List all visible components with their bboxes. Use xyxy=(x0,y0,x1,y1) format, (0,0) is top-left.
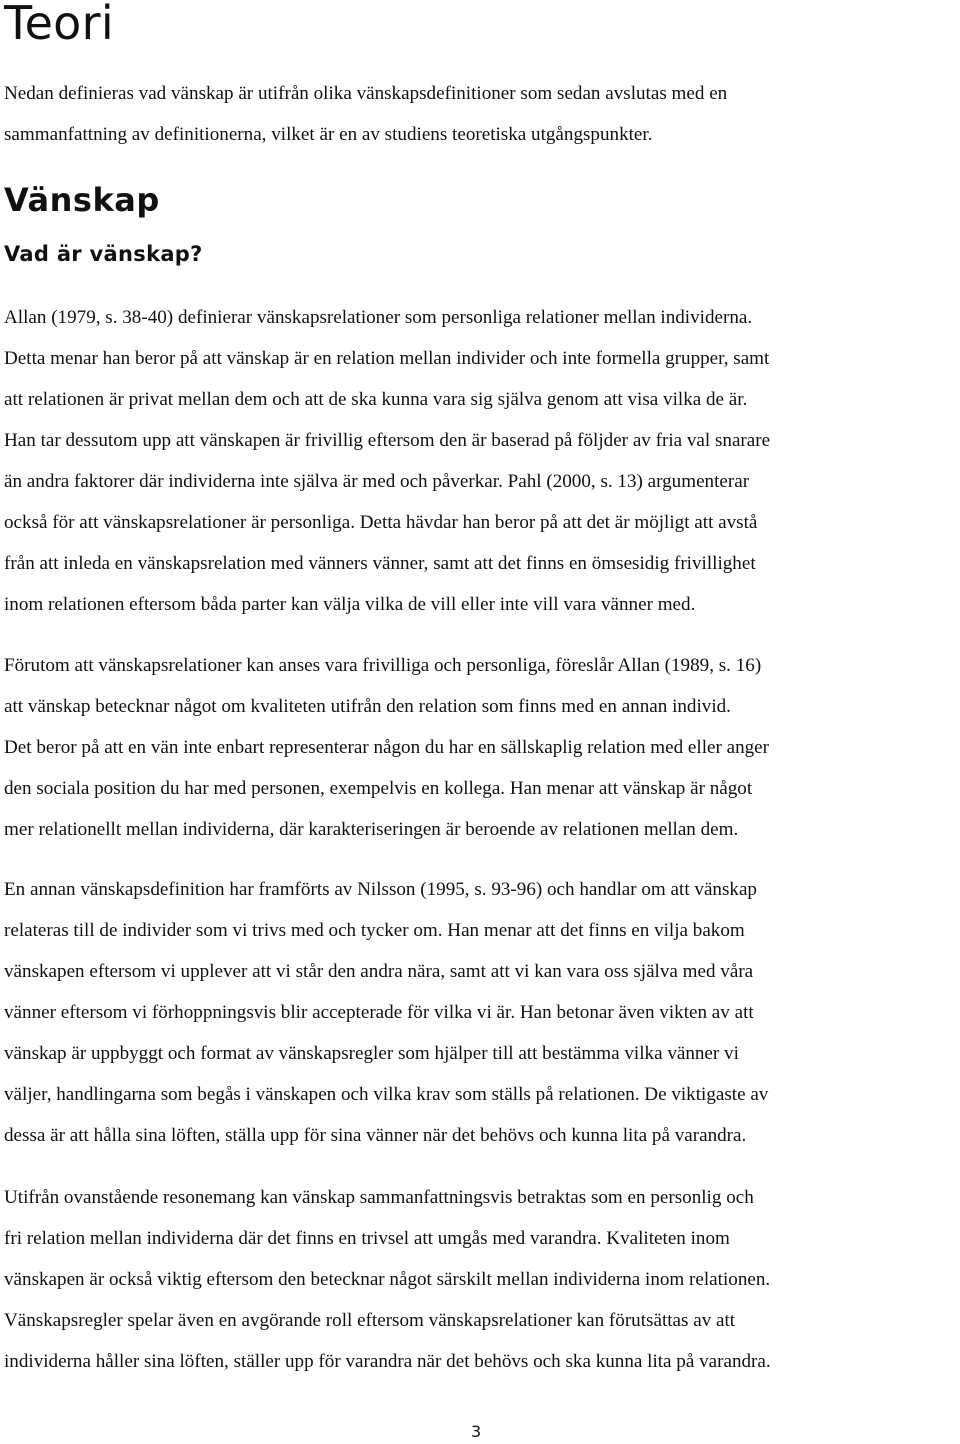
text-line: att relationen är privat mellan dem och att de ska kunna vara sig själva genom att visa vilka de är. xyxy=(4,389,748,410)
text-line: fri relation mellan individerna där det finns en trivsel att umgås med varandra. Kvaliteten inom xyxy=(4,1228,730,1249)
intro-paragraph xyxy=(4,73,958,155)
text-line: inom relationen eftersom båda parter kan välja vilka de vill eller inte vill vara vänner med. xyxy=(4,594,696,615)
text-line: också för att vänskapsrelationer är personliga. Detta hävdar han beror på att det är möjligt att avstå xyxy=(4,512,758,533)
text-line: sammanfattning av definitionerna, vilket är en av studiens teoretiska utgångspunkter. xyxy=(4,124,653,145)
text-line: Detta menar han beror på att vänskap är en relation mellan individer och inte formella grupper, samt xyxy=(4,348,770,369)
text-line: vänskapen eftersom vi upplever att vi står den andra nära, samt att vi kan vara oss själva med våra xyxy=(4,961,754,982)
subsection-title: Vänskap xyxy=(4,181,160,219)
text-line: mer relationellt mellan individerna, där karakteriseringen är beroende av relationen mellan dem. xyxy=(4,819,739,840)
page-number: 3 xyxy=(471,1422,482,1441)
text-line: individerna håller sina löften, ställer upp för varandra när det behövs och ska kunna lita på varandra. xyxy=(4,1351,771,1372)
text-line: vänskap är uppbyggt och format av vänskapsregler som hjälper till att bestämma vilka vänner vi xyxy=(4,1043,739,1064)
body-paragraph xyxy=(4,869,958,1156)
text-line: Nedan definieras vad vänskap är utifrån olika vänskapsdefinitioner som sedan avslutas med en xyxy=(4,83,728,104)
section-title: Teori xyxy=(4,0,114,50)
text-line: Utifrån ovanstående resonemang kan vänskap sammanfattningsvis betraktas som en personlig och xyxy=(4,1187,754,1208)
summary-paragraph xyxy=(4,1177,958,1382)
text-line: Han tar dessutom upp att vänskapen är frivillig eftersom den är baserad på följder av fria val snarare xyxy=(4,430,771,451)
text-line: den sociala position du har med personen, exempelvis en kollega. Han menar att vänskap är något xyxy=(4,778,753,799)
text-line: från att inleda en vänskapsrelation med vänners vänner, samt att det finns en ömsesidig frivillighet xyxy=(4,553,756,574)
body-paragraph xyxy=(4,645,958,850)
text-line: Vänskapsregler spelar även en avgörande roll eftersom vänskapsrelationer kan förutsättas av att xyxy=(4,1310,736,1331)
text-line: relateras till de individer som vi trivs med och tycker om. Han menar att det finns en vilja bakom xyxy=(4,920,745,941)
subsubsection-title: Vad är vänskap? xyxy=(4,242,203,266)
text-line: väljer, handlingarna som begås i vänskapen och vilka krav som ställs på relationen. De viktigaste av xyxy=(4,1084,769,1105)
text-line: än andra faktorer där individerna inte själva är med och påverkar. Pahl (2000, s. 13) argumenterar xyxy=(4,471,750,492)
text-line: vänner eftersom vi förhoppningsvis blir accepterade för vilka vi är. Han betonar även vikten av att xyxy=(4,1002,754,1023)
text-line: En annan vänskapsdefinition har framförts av Nilsson (1995, s. 93-96) och handlar om att vänskap xyxy=(4,879,757,900)
text-line: vänskapen är också viktig eftersom den betecknar något särskilt mellan individerna inom relationen. xyxy=(4,1269,771,1290)
text-line: att vänskap betecknar något om kvaliteten utifrån den relation som finns med en annan individ. xyxy=(4,696,731,717)
text-line: Det beror på att en vän inte enbart representerar någon du har en sällskaplig relation med eller anger xyxy=(4,737,770,758)
text-line: Allan (1979, s. 38-40) definierar vänskapsrelationer som personliga relationer mellan individerna. xyxy=(4,307,753,328)
text-line: Förutom att vänskapsrelationer kan anses vara frivilliga och personliga, föreslår Allan (1989, s. 16) xyxy=(4,655,762,676)
body-paragraph xyxy=(4,297,958,625)
text-line: dessa är att hålla sina löften, ställa upp för sina vänner när det behövs och kunna lita på varandra. xyxy=(4,1125,747,1146)
